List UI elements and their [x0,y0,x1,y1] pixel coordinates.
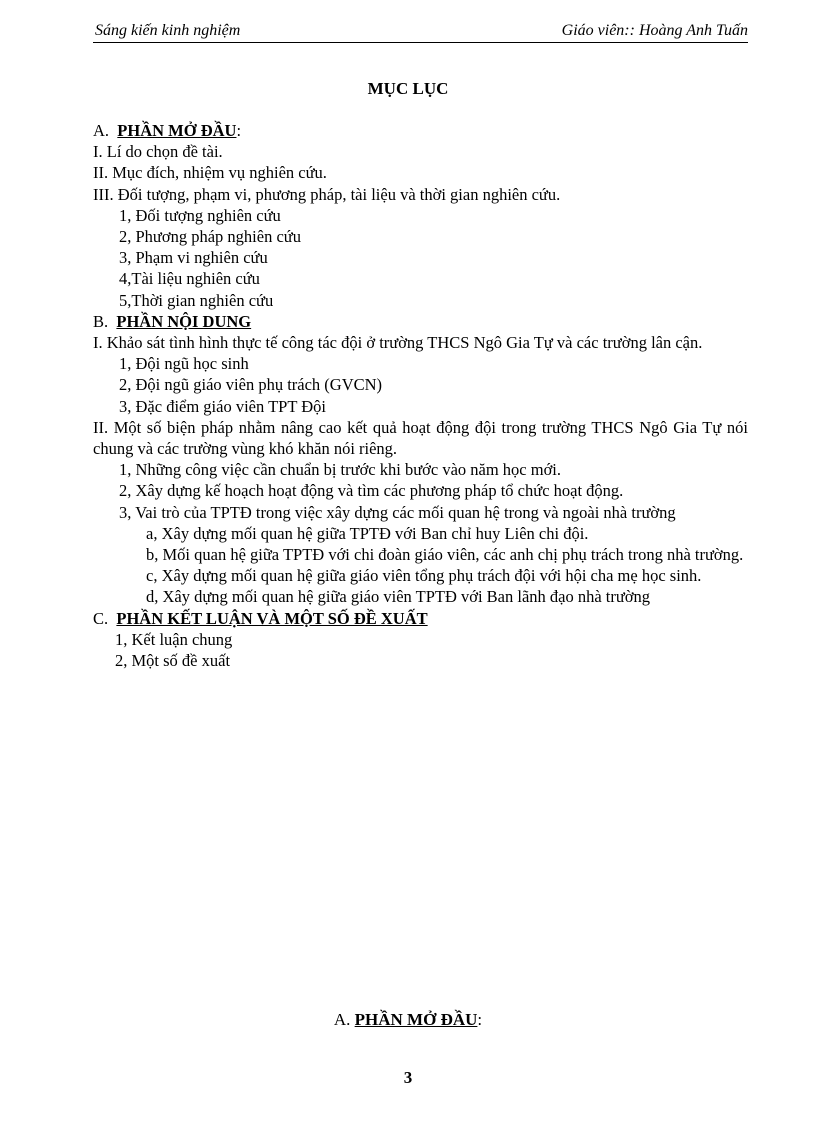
section-b-label: PHẦN NỘI DUNG [116,311,252,331]
toc-subitem: 3, Đặc điểm giáo viên TPT Đội [119,396,326,416]
toc-subsubitem: d, Xây dựng mối quan hệ giữa giáo viên TPTĐ với Ban lãnh đạo nhà trường [146,587,651,607]
toc-section-c [93,608,748,629]
section-heading-label: PHẦN MỞ ĐẦU [354,1010,478,1029]
toc-subsubitem: b, Mối quan hệ giữa TPTĐ với chi đoàn giáo viên, các anh chị phụ trách trong nhà trường. [146,545,744,565]
toc-subsubitem: a, Xây dựng mối quan hệ giữa TPTĐ với Ban chỉ huy Liên chi đội. [146,523,589,543]
toc-item: I. Lí do chọn đề tài. [93,142,223,162]
header-right-text: Giáo viên:: Hoàng Anh Tuấn [561,22,748,39]
toc-subitem: 4,Tài liệu nghiên cứu [119,269,260,289]
table-of-contents [93,120,748,671]
toc-section-b [93,311,748,332]
section-heading-prefix: A. [333,1010,351,1029]
section-b-prefix: B. [93,311,109,331]
toc-subitem: 2, Phương pháp nghiên cứu [119,227,301,247]
section-c-label: PHẦN KẾT LUẬN VÀ MỘT SỐ ĐỀ XUẤT [116,608,428,628]
page-header [93,20,748,43]
toc-subitem: 3, Phạm vi nghiên cứu [119,248,268,268]
toc-section-a [93,120,748,141]
toc-subitem: 1, Đối tượng nghiên cứu [119,205,281,225]
toc-item: III. Đối tượng, phạm vi, phương pháp, tài liệu và thời gian nghiên cứu. [93,184,561,204]
toc-item: II. Mục đích, nhiệm vụ nghiên cứu. [93,163,327,183]
toc-subitem: 1, Kết luận chung [115,629,233,649]
toc-subitem: 3, Vai trò của TPTĐ trong việc xây dựng các mối quan hệ trong và ngoài nhà trường [119,502,676,522]
toc-subitem: 1, Những công việc cần chuẩn bị trước khi bước vào năm học mới. [119,460,562,480]
section-a-prefix: A. [93,121,110,140]
toc-subitem: 2, Một số đề xuất [115,651,231,671]
toc-subitem: 2, Đội ngũ giáo viên phụ trách (GVCN) [119,375,383,395]
section-a-suffix: : [236,121,242,140]
page-title: MỤC LỤC [367,79,449,98]
toc-subsubitem: c, Xây dựng mối quan hệ giữa giáo viên tổng phụ trách đội với hội cha mẹ học sinh. [146,566,702,586]
section-c-prefix: C. [93,608,109,628]
toc-subitem: 2, Xây dựng kế hoạch hoạt động và tìm các phương pháp tổ chức hoạt động. [119,481,624,501]
page-number: 3 [403,1068,413,1087]
toc-subitem: 1, Đội ngũ học sinh [119,354,249,374]
toc-item: I. Khảo sát tình hình thực tế công tác đội ở trường THCS Ngô Gia Tự và các trường lân cận. [93,333,703,353]
header-left-text: Sáng kiến kinh nghiệm [95,22,241,39]
section-heading [0,1010,816,1030]
section-a-label: PHẦN MỞ ĐẦU [117,121,237,140]
toc-subitem: 5,Thời gian nghiên cứu [119,290,274,310]
section-heading-suffix: : [477,1010,483,1029]
toc-item: II. Một số biện pháp nhằm nâng cao kết quả hoạt động đội trong trường THCS Ngô Gia Tự nói chung và các trường vùng khó khăn nói riêng. [93,417,748,459]
